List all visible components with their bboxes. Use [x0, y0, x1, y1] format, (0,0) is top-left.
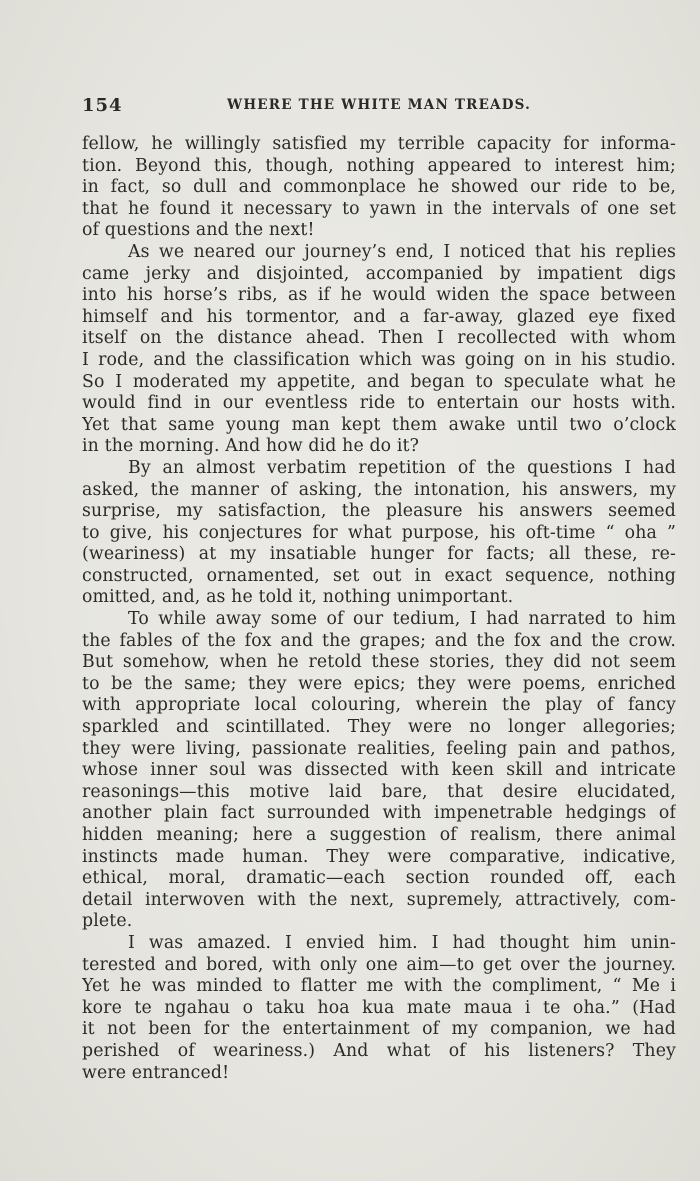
text-line: to be the same; they were epics; they were poems, enriched — [82, 673, 676, 694]
text-line: of questions and the next! — [82, 220, 315, 241]
text-line: ethical, moral, dramatic—each section rounded off, each — [82, 868, 676, 889]
page-header — [82, 95, 676, 119]
text-line: But somehow, when he retold these stories, they did not seem — [82, 652, 676, 673]
text-line: terested and bored, with only one aim—to get over the journey. — [82, 954, 676, 975]
text-line: I was amazed. I envied him. I had thought him unin- — [128, 932, 676, 953]
page-number: 154 — [82, 95, 123, 116]
text-line: perished of weariness.) And what of his listeners? They — [82, 1040, 676, 1061]
text-line: instincts made human. They were comparative, indicative, — [82, 846, 676, 867]
text-line: I rode, and the classification which was going on in his studio. — [82, 349, 676, 370]
text-line: kore te ngahau o taku hoa kua mate maua i te oha.” (Had — [82, 997, 676, 1018]
text-line: plete. — [82, 911, 133, 932]
text-line: whose inner soul was dissected with keen skill and intricate — [82, 760, 676, 781]
text-line: Yet that same young man kept them awake until two o’clock — [82, 414, 676, 435]
running-title: WHERE THE WHITE MAN TREADS. — [226, 97, 532, 113]
text-line: As we neared our journey’s end, I noticed that his replies — [128, 241, 676, 262]
text-line: constructed, ornamented, set out in exact sequence, nothing — [82, 565, 676, 586]
text-line: sparkled and scintillated. They were no longer allegories; — [82, 717, 676, 738]
text-line: tion. Beyond this, though, nothing appeared to interest him; — [82, 155, 676, 176]
text-line: himself and his tormentor, and a far-away, glazed eye fixed — [82, 306, 676, 327]
text-line: were entranced! — [82, 1062, 230, 1083]
text-line: to give, his conjectures for what purpose, his oft-time “ oha ” — [82, 522, 676, 543]
text-line: asked, the manner of asking, the intonation, his answers, my — [82, 479, 676, 500]
text-line: To while away some of our tedium, I had narrated to him — [128, 609, 676, 630]
text-line: in the morning. And how did he do it? — [82, 436, 420, 457]
text-line: it not been for the entertainment of my companion, we had — [82, 1019, 676, 1040]
text-line: By an almost verbatim repetition of the questions I had — [128, 457, 676, 478]
text-line: (weariness) at my insatiable hunger for facts; all these, re- — [82, 544, 676, 565]
text-line: omitted, and, as he told it, nothing unimportant. — [82, 587, 514, 608]
text-line: Yet he was minded to flatter me with the compliment, “ Me i — [82, 976, 676, 997]
text-line: itself on the distance ahead. Then I recollected with whom — [82, 328, 676, 349]
text-line: into his horse’s ribs, as if he would widen the space between — [82, 285, 676, 306]
text-line: reasonings—this motive laid bare, that desire elucidated, — [82, 781, 676, 802]
text-line: fellow, he willingly satisfied my terrible capacity for informa- — [82, 134, 676, 154]
text-line: another plain fact surrounded with impenetrable hedgings of — [82, 803, 676, 824]
text-line: the fables of the fox and the grapes; and the fox and the crow. — [82, 630, 676, 651]
text-line: came jerky and disjointed, accompanied by impatient digs — [82, 263, 676, 284]
text-line: would find in our eventless ride to entertain our hosts with. — [82, 393, 676, 414]
text-line: in fact, so dull and commonplace he showed our ride to be, — [82, 177, 676, 198]
text-line: surprise, my satisfaction, the pleasure his answers seemed — [82, 501, 676, 522]
text-line: with appropriate local colouring, wherein the play of fancy — [82, 695, 676, 716]
text-line: hidden meaning; here a suggestion of realism, there animal — [82, 825, 676, 845]
body-text — [82, 134, 676, 1084]
text-line: So I moderated my appetite, and began to speculate what he — [82, 371, 676, 392]
text-line: they were living, passionate realities, feeling pain and pathos, — [82, 738, 676, 759]
text-line: that he found it necessary to yawn in the intervals of one set — [82, 198, 676, 219]
text-line: detail interwoven with the next, supremely, attractively, com- — [82, 889, 676, 910]
